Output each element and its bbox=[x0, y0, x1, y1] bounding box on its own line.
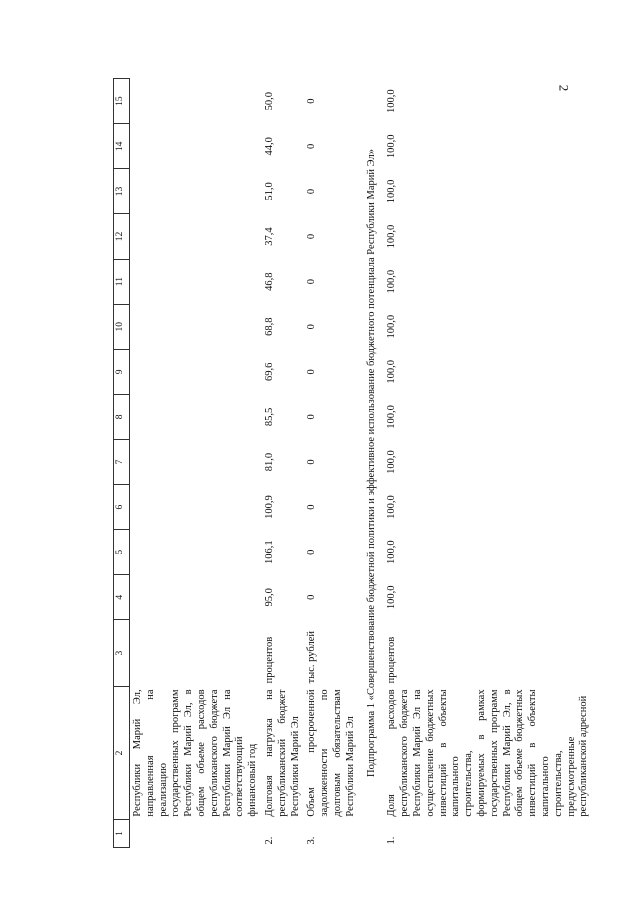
value-cell bbox=[130, 169, 262, 214]
table-row bbox=[130, 79, 262, 848]
value-cell: 0 bbox=[306, 324, 318, 330]
value-cell: 85,5 bbox=[263, 407, 275, 427]
page-number: 2 bbox=[556, 84, 572, 92]
column-number: 11 bbox=[114, 259, 130, 304]
indicator-name: Республики Марий Эл, направленная на реализацию государственных программ Республики Марий Эл, в общем объеме расходов республиканского бюджета Республики Марий Эл на соответствующий финансовый год bbox=[132, 689, 259, 817]
table-row bbox=[304, 79, 359, 848]
value-cell: 0 bbox=[306, 369, 318, 375]
value-cell: 100,0 bbox=[386, 224, 398, 249]
column-number: 7 bbox=[114, 439, 130, 484]
value-cell: 0 bbox=[306, 549, 318, 555]
value-cell: 100,0 bbox=[386, 269, 398, 294]
value-cell bbox=[130, 349, 262, 394]
value-cell: 100,0 bbox=[386, 134, 398, 159]
value-cell bbox=[130, 124, 262, 169]
value-cell: 0 bbox=[306, 233, 318, 240]
value-cell bbox=[130, 394, 262, 439]
value-cell: 81,0 bbox=[263, 452, 275, 472]
column-number: 8 bbox=[114, 394, 130, 439]
unit: процентов bbox=[386, 636, 398, 684]
value-cell: 100,0 bbox=[386, 89, 398, 113]
row-number bbox=[130, 820, 262, 848]
unit bbox=[130, 620, 262, 687]
value-cell: 44,0 bbox=[263, 137, 275, 156]
value-cell: 0 bbox=[306, 414, 318, 420]
indicator-name: Долговая нагрузка на республиканский бюджет Республики Марий Эл bbox=[263, 689, 301, 817]
value-cell: 106,1 bbox=[263, 540, 275, 564]
value-cell: 46,8 bbox=[263, 272, 275, 291]
value-cell: 100,9 bbox=[263, 495, 275, 519]
value-cell: 0 bbox=[306, 188, 318, 195]
column-number: 12 bbox=[114, 214, 130, 259]
value-cell: 95,0 bbox=[263, 588, 275, 607]
indicator-name: Доля расходов республиканского бюджета Республики Марий Эл на осуществление бюджетных инвестиций в объекты капитального строительства, формируемых в рамках государственных программ Республики Марий Эл, в общем объеме бюджетных инвестиций в объекты капитального строительства, предусмотренные республиканской адресной bbox=[386, 689, 590, 817]
value-cell: 37,4 bbox=[263, 227, 275, 246]
value-cell: 100,0 bbox=[386, 314, 398, 339]
value-cell: 100,0 bbox=[386, 585, 398, 610]
value-cell bbox=[130, 304, 262, 349]
row-number: 1. bbox=[386, 836, 398, 845]
subprogram-title: Подпрограмма 1 «Совершенствование бюджетной политики и эффективное использование бюджетного потенциала Республики Марий Эл» bbox=[365, 149, 377, 777]
column-number: 14 bbox=[114, 124, 130, 169]
value-cell: 68,8 bbox=[263, 317, 275, 336]
value-cell bbox=[130, 79, 262, 124]
column-number-row bbox=[114, 79, 130, 848]
value-cell: 0 bbox=[306, 98, 318, 104]
value-cell: 0 bbox=[306, 459, 318, 465]
row-number: 3. bbox=[306, 836, 318, 845]
column-number: 5 bbox=[114, 530, 130, 575]
column-number: 9 bbox=[114, 349, 130, 394]
value-cell: 100,0 bbox=[386, 405, 398, 429]
column-number: 1 bbox=[114, 820, 130, 848]
value-cell bbox=[130, 259, 262, 304]
value-cell bbox=[130, 485, 262, 530]
value-cell bbox=[130, 439, 262, 484]
value-cell bbox=[130, 214, 262, 259]
value-cell: 50,0 bbox=[263, 91, 275, 111]
row-number: 2. bbox=[263, 836, 275, 845]
value-cell: 0 bbox=[306, 594, 318, 600]
subprogram-heading-row bbox=[360, 79, 385, 848]
unit: процентов bbox=[263, 636, 275, 684]
value-cell bbox=[130, 575, 262, 620]
indicator-name: Объем просроченной задолженности по долговым обязательствам Республики Марий Эл bbox=[306, 689, 356, 817]
value-cell: 100,0 bbox=[386, 540, 398, 564]
value-cell: 0 bbox=[306, 279, 318, 285]
value-cell: 100,0 bbox=[386, 495, 398, 519]
value-cell: 100,0 bbox=[386, 450, 398, 474]
column-number: 13 bbox=[114, 169, 130, 214]
value-cell: 51,0 bbox=[263, 182, 275, 201]
unit: тыс. рублей bbox=[306, 631, 318, 684]
table-row bbox=[262, 79, 304, 848]
value-cell: 69,6 bbox=[263, 362, 275, 381]
value-cell bbox=[130, 530, 262, 575]
value-cell: 0 bbox=[306, 504, 318, 510]
column-number: 10 bbox=[114, 304, 130, 349]
rotated-table-area bbox=[113, 78, 590, 848]
column-number: 2 bbox=[114, 686, 130, 819]
column-number: 15 bbox=[114, 79, 130, 124]
value-cell: 0 bbox=[306, 143, 318, 149]
value-cell: 100,0 bbox=[386, 360, 398, 384]
column-number: 3 bbox=[114, 620, 130, 687]
table-row bbox=[384, 79, 593, 848]
column-number: 4 bbox=[114, 575, 130, 620]
column-number: 6 bbox=[114, 485, 130, 530]
value-cell: 100,0 bbox=[386, 179, 398, 204]
indicators-table bbox=[113, 78, 593, 848]
